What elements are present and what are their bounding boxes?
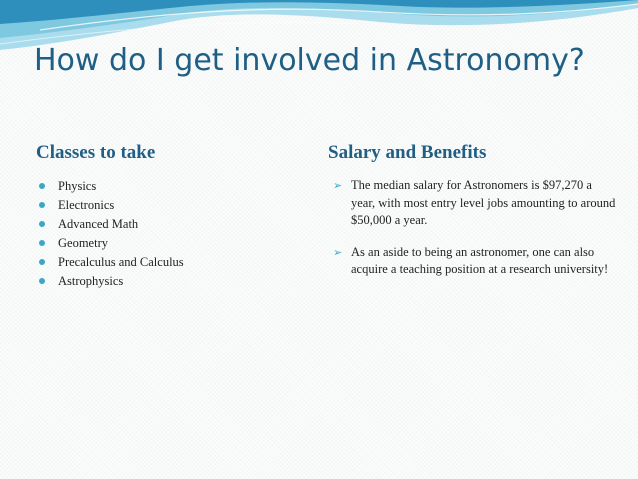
list-item (38, 253, 298, 272)
bullet-dot-icon (39, 202, 45, 208)
bullet-dot-icon (39, 183, 45, 189)
list-item (38, 234, 298, 253)
list-item (38, 215, 298, 234)
arrowhead-bullet-icon: ➢ (333, 179, 343, 192)
class-item-label: Physics (58, 179, 97, 193)
list-item (38, 196, 298, 215)
list-item (38, 272, 298, 291)
bullet-dot-icon (39, 221, 45, 227)
salary-list (333, 177, 618, 293)
arrowhead-bullet-icon: ➢ (333, 245, 343, 259)
class-item-label: Geometry (58, 235, 108, 250)
classes-list (38, 177, 298, 290)
list-item (333, 177, 618, 230)
salary-item-text: The median salary for Astronomers is $97,270 a year, with most entry level jobs amounting to around $50,000 a year. (351, 178, 616, 227)
class-item-label: Advanced Math (58, 216, 139, 231)
salary-item-text: As an aside to being an astronomer, one can also acquire a teaching position at a research university! (351, 244, 609, 276)
bullet-dot-icon (39, 278, 45, 284)
class-item-label: Electronics (58, 197, 115, 212)
class-item-label: Astrophysics (58, 273, 124, 288)
list-item (333, 244, 618, 279)
bullet-dot-icon (39, 240, 45, 246)
class-item-label: Precalculus and Calculus (58, 254, 184, 269)
list-item (38, 177, 298, 196)
slide-title: How do I get involved in Astronomy? (34, 43, 585, 78)
classes-heading: Classes to take (36, 142, 156, 163)
bullet-dot-icon (39, 259, 45, 265)
salary-heading: Salary and Benefits (328, 142, 487, 163)
